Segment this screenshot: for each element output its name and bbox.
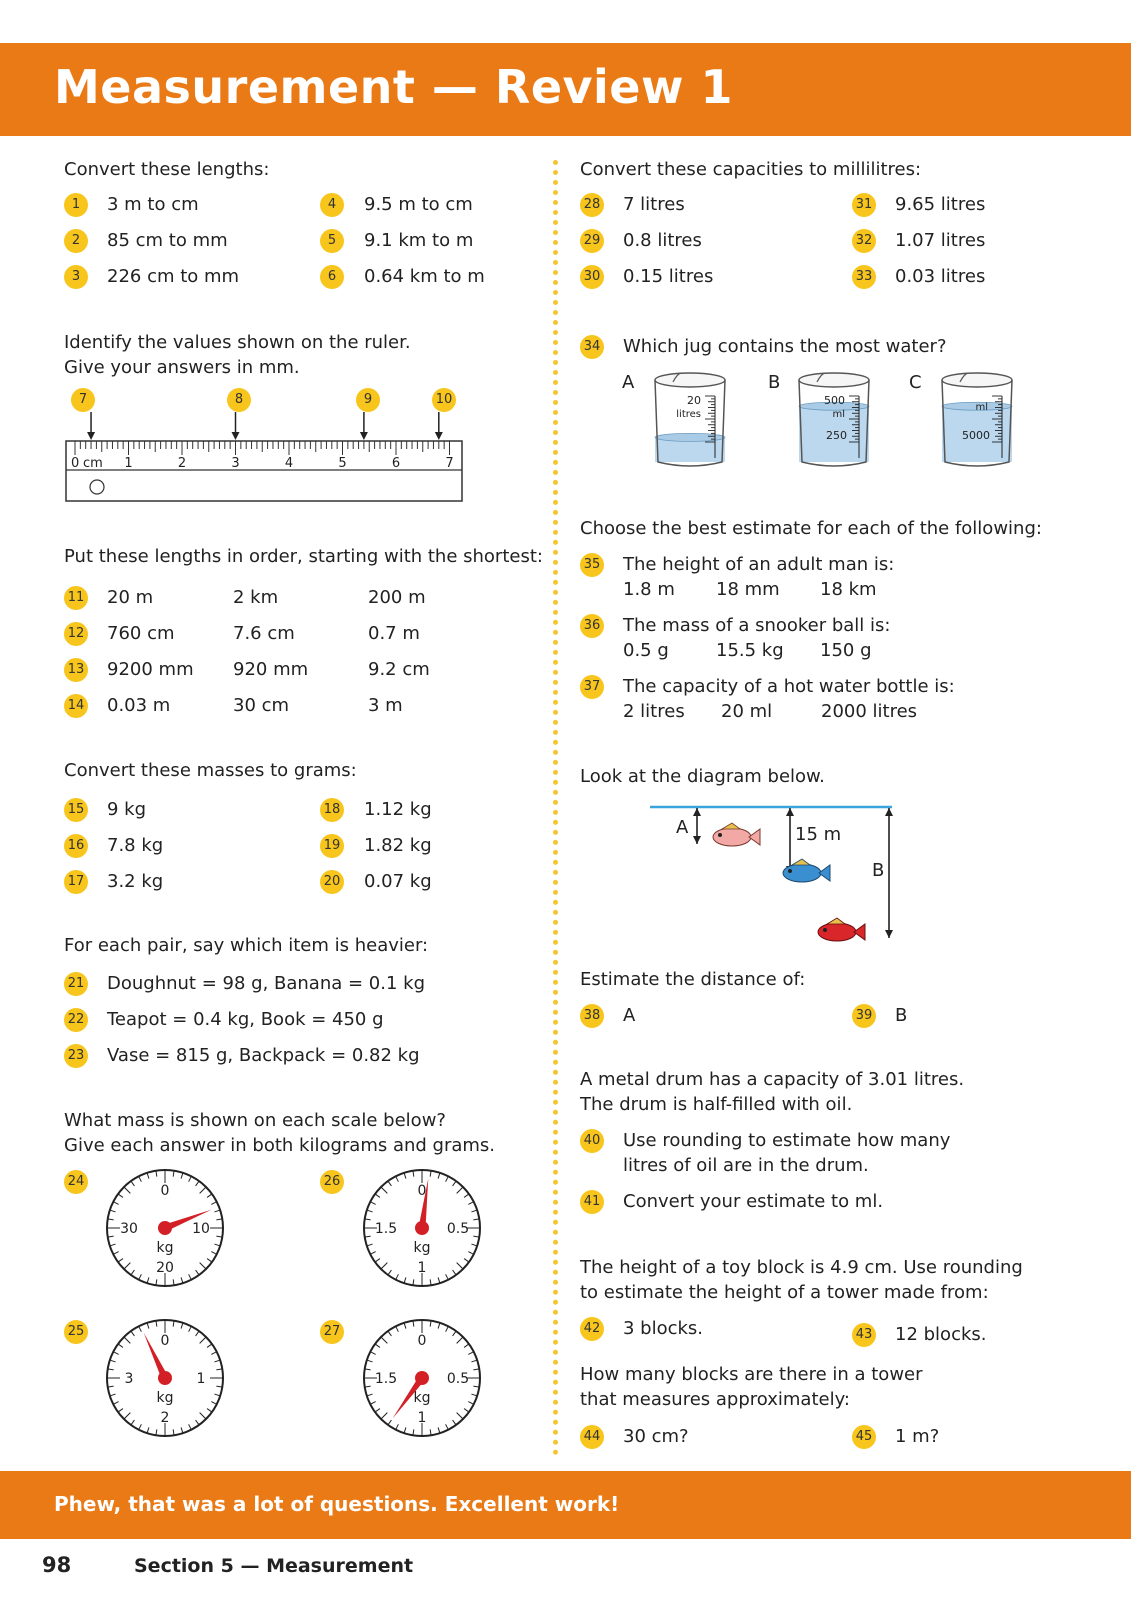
dial-unit: kg xyxy=(156,1390,174,1406)
dial-label-bottom: 1 xyxy=(417,1260,427,1276)
question-number: 15 xyxy=(64,798,88,822)
scale-dial-group xyxy=(107,1320,223,1436)
blocks-text: that measures approximately: xyxy=(580,1389,850,1410)
scale-dial xyxy=(362,1318,492,1448)
estimate-distance-instruction: Estimate the distance of: xyxy=(580,969,806,990)
dial-unit: kg xyxy=(413,1240,431,1256)
question-text: Doughnut = 98 g, Banana = 0.1 kg xyxy=(107,973,425,994)
estimate-question: The capacity of a hot water bottle is: xyxy=(623,676,955,697)
jug-rim xyxy=(799,373,869,387)
masses-instruction: Convert these masses to grams: xyxy=(64,760,357,781)
estimate-option: 18 mm xyxy=(716,579,780,600)
dial-label-top: 0 xyxy=(417,1333,427,1349)
ruler-label-0: 0 xyxy=(71,456,80,471)
dial-hub xyxy=(415,1221,429,1235)
question-number: 6 xyxy=(320,265,344,289)
capacities-instruction: Convert these capacities to millilitres: xyxy=(580,159,922,180)
ruler-marker-number: 7 xyxy=(71,388,95,412)
dial-label-top: 0 xyxy=(160,1333,170,1349)
ruler-marker-number: 9 xyxy=(356,388,380,412)
question-text: 30 cm? xyxy=(623,1426,689,1447)
jug-c xyxy=(934,368,1024,476)
jug-scale-top: 20 xyxy=(687,394,701,407)
question-text: Use rounding to estimate how many xyxy=(623,1130,951,1151)
question-text: A xyxy=(623,1005,636,1026)
question-number: 1 xyxy=(64,193,88,217)
estimate-option: 1.8 m xyxy=(623,579,675,600)
page-number: 98 xyxy=(42,1553,72,1577)
question-number: 29 xyxy=(580,229,604,253)
scale-dial-group xyxy=(364,1320,480,1436)
estimate-option: 0.5 g xyxy=(623,640,669,661)
question-number: 12 xyxy=(64,622,88,646)
estimate-question: The height of an adult man is: xyxy=(623,554,895,575)
question-text: Convert your estimate to ml. xyxy=(623,1191,884,1212)
jug-scale-mid: 250 xyxy=(826,429,847,442)
question-number: 35 xyxy=(580,553,604,577)
question-text: 9.1 km to m xyxy=(364,230,474,251)
dial-hub xyxy=(158,1371,172,1385)
dial-label-top: 0 xyxy=(417,1183,427,1199)
order-value: 0.7 m xyxy=(368,623,420,644)
question-number: 22 xyxy=(64,1008,88,1032)
ruler-diagram xyxy=(60,412,470,507)
label-15m: 15 m xyxy=(795,824,842,845)
question-number: 27 xyxy=(320,1320,344,1344)
arrow-b-head xyxy=(885,808,893,816)
question-text: 1.07 litres xyxy=(895,230,986,251)
question-text: 0.15 litres xyxy=(623,266,714,287)
arrow-b-head xyxy=(885,930,893,938)
question-number: 36 xyxy=(580,614,604,638)
drum-text: A metal drum has a capacity of 3.01 litres. xyxy=(580,1069,965,1090)
scale-dial xyxy=(105,1168,235,1298)
lengths-instruction: Convert these lengths: xyxy=(64,159,270,180)
order-value: 3 m xyxy=(368,695,403,716)
question-number: 38 xyxy=(580,1004,604,1028)
dial-label-right: 1 xyxy=(196,1371,206,1387)
question-number: 45 xyxy=(852,1425,876,1449)
question-text: 0.8 litres xyxy=(623,230,702,251)
scale-dial-group xyxy=(107,1170,223,1286)
order-value: 7.6 cm xyxy=(233,623,295,644)
ruler-label: 5 xyxy=(338,456,347,471)
question-number: 26 xyxy=(320,1170,344,1194)
dial-label-bottom: 20 xyxy=(156,1260,174,1276)
question-number: 37 xyxy=(580,675,604,699)
dial-label-left: 3 xyxy=(124,1371,134,1387)
ruler-unit: cm xyxy=(83,456,103,471)
label-b: B xyxy=(872,860,885,881)
blocks-text: to estimate the height of a tower made from: xyxy=(580,1282,989,1303)
estimate-option: 18 km xyxy=(820,579,877,600)
question-number: 4 xyxy=(320,193,344,217)
dial-hub xyxy=(158,1221,172,1235)
ruler-instruction: Identify the values shown on the ruler. xyxy=(64,332,411,353)
jugs-question: Which jug contains the most water? xyxy=(623,336,947,357)
dial-label-bottom: 1 xyxy=(417,1410,427,1426)
order-value: 760 cm xyxy=(107,623,175,644)
question-number: 43 xyxy=(852,1323,876,1347)
footer-message: Phew, that was a lot of questions. Excellent work! xyxy=(54,1492,620,1516)
dial-label-top: 0 xyxy=(160,1183,170,1199)
question-number: 18 xyxy=(320,798,344,822)
jug-label: A xyxy=(622,372,635,393)
diagram-instruction: Look at the diagram below. xyxy=(580,766,825,787)
scales-instruction: What mass is shown on each scale below? xyxy=(64,1110,446,1131)
question-text: 0.64 km to m xyxy=(364,266,485,287)
jug-rim xyxy=(942,373,1012,387)
section-name: Section 5 — Measurement xyxy=(134,1555,414,1577)
ruler-label: 2 xyxy=(177,456,187,471)
question-text: 12 blocks. xyxy=(895,1324,987,1345)
estimate-option: 2 litres xyxy=(623,701,685,722)
order-instruction: Put these lengths in order, starting with the shortest: xyxy=(64,546,543,567)
jug-group xyxy=(799,373,869,466)
column-divider xyxy=(553,160,558,1456)
heavier-instruction: For each pair, say which item is heavier: xyxy=(64,935,429,956)
ruler-arrow-head xyxy=(435,432,443,440)
order-value: 20 m xyxy=(107,587,154,608)
dial-label-left: 1.5 xyxy=(374,1371,398,1387)
question-text: Teapot = 0.4 kg, Book = 450 g xyxy=(107,1009,384,1030)
dial-unit: kg xyxy=(413,1390,431,1406)
question-text: 1 m? xyxy=(895,1426,940,1447)
question-number: 31 xyxy=(852,193,876,217)
ruler-marker-number: 8 xyxy=(227,388,251,412)
ruler-arrow-head xyxy=(87,432,95,440)
question-text: 9.65 litres xyxy=(895,194,986,215)
scale-dial xyxy=(105,1318,235,1448)
arrow-a-head xyxy=(693,808,701,816)
question-text: B xyxy=(895,1005,908,1026)
question-number: 41 xyxy=(580,1190,604,1214)
question-number: 42 xyxy=(580,1317,604,1341)
estimates-instruction: Choose the best estimate for each of the following: xyxy=(580,518,1042,539)
ruler-label: 1 xyxy=(124,456,133,471)
jug-scale-unit: litres xyxy=(676,409,701,420)
depth-diagram xyxy=(640,795,910,955)
jug-b xyxy=(791,368,881,476)
jug-scale-top: 500 xyxy=(824,394,845,407)
jug-scale-unit: ml xyxy=(975,402,988,413)
jug-group xyxy=(655,373,725,466)
question-number: 25 xyxy=(64,1320,88,1344)
ruler-body xyxy=(66,441,462,501)
jug-group xyxy=(942,373,1012,466)
dial-label-left: 30 xyxy=(120,1221,138,1237)
question-number: 30 xyxy=(580,265,604,289)
question-number: 33 xyxy=(852,265,876,289)
order-value: 200 m xyxy=(368,587,426,608)
ruler-label: 6 xyxy=(391,456,401,471)
question-text: 0.07 kg xyxy=(364,871,432,892)
question-number: 28 xyxy=(580,193,604,217)
order-value: 2 km xyxy=(233,587,279,608)
question-text: 3 m to cm xyxy=(107,194,199,215)
question-text: 0.03 litres xyxy=(895,266,986,287)
ruler-arrow-head xyxy=(232,432,240,440)
question-number: 21 xyxy=(64,972,88,996)
dial-hub xyxy=(415,1371,429,1385)
jug-label: C xyxy=(909,372,922,393)
question-text: 7.8 kg xyxy=(107,835,164,856)
question-text: 7 litres xyxy=(623,194,685,215)
ruler-marker-number: 10 xyxy=(432,388,456,412)
red-fish-icon xyxy=(818,918,865,941)
ruler-label: 3 xyxy=(231,456,240,471)
question-number: 19 xyxy=(320,834,344,858)
ruler-instruction: Give your answers in mm. xyxy=(64,357,300,378)
scale-dial-group xyxy=(364,1170,480,1286)
dial-label-right: 0.5 xyxy=(446,1371,470,1387)
question-text: 226 cm to mm xyxy=(107,266,240,287)
question-number: 17 xyxy=(64,870,88,894)
dial-unit: kg xyxy=(156,1240,174,1256)
ruler-hole xyxy=(90,480,104,494)
ruler-arrow-head xyxy=(360,432,368,440)
question-number: 20 xyxy=(320,870,344,894)
question-number: 2 xyxy=(64,229,88,253)
estimate-question: The mass of a snooker ball is: xyxy=(623,615,891,636)
dial-label-right: 0.5 xyxy=(446,1221,470,1237)
question-text: 9.5 m to cm xyxy=(364,194,473,215)
estimate-option: 2000 litres xyxy=(821,701,918,722)
estimate-option: 20 ml xyxy=(721,701,773,722)
jug-scale-unit: ml xyxy=(832,409,845,420)
question-text: 1.12 kg xyxy=(364,799,432,820)
order-value: 9.2 cm xyxy=(368,659,430,680)
scales-instruction: Give each answer in both kilograms and grams. xyxy=(64,1135,496,1156)
arrow-a-head xyxy=(693,836,701,844)
question-number: 3 xyxy=(64,265,88,289)
ruler-arrows xyxy=(87,412,443,440)
estimate-option: 15.5 kg xyxy=(716,640,784,661)
order-value: 920 mm xyxy=(233,659,309,680)
order-value: 9200 mm xyxy=(107,659,194,680)
question-number: 16 xyxy=(64,834,88,858)
arrow-15m-head xyxy=(786,808,794,816)
question-text: 85 cm to mm xyxy=(107,230,228,251)
question-text: 9 kg xyxy=(107,799,147,820)
dial-label-right: 10 xyxy=(192,1221,210,1237)
scale-dial xyxy=(362,1168,492,1298)
question-number: 32 xyxy=(852,229,876,253)
question-number: 40 xyxy=(580,1129,604,1153)
pink-fish-icon xyxy=(713,823,760,846)
question-number: 5 xyxy=(320,229,344,253)
jug-scale-mid: 5000 xyxy=(962,429,990,442)
jug-label: B xyxy=(768,372,781,393)
question-number: 34 xyxy=(580,335,604,359)
ruler-label: 4 xyxy=(284,456,294,471)
order-value: 30 cm xyxy=(233,695,290,716)
jug-a xyxy=(647,368,737,476)
dial-label-left: 1.5 xyxy=(374,1221,398,1237)
blocks-text: The height of a toy block is 4.9 cm. Use rounding xyxy=(580,1257,1023,1278)
question-number: 24 xyxy=(64,1170,88,1194)
blocks-text: How many blocks are there in a tower xyxy=(580,1364,923,1385)
question-text: 3 blocks. xyxy=(623,1318,704,1339)
dial-label-bottom: 2 xyxy=(160,1410,170,1426)
question-number: 23 xyxy=(64,1044,88,1068)
question-text: 1.82 kg xyxy=(364,835,432,856)
drum-text: The drum is half-filled with oil. xyxy=(580,1094,853,1115)
page-title: Measurement — Review 1 xyxy=(54,60,734,114)
ruler-label: 7 xyxy=(445,456,454,471)
jug-rim xyxy=(655,373,725,387)
question-number: 11 xyxy=(64,586,88,610)
order-value: 0.03 m xyxy=(107,695,171,716)
question-number: 13 xyxy=(64,658,88,682)
question-number: 44 xyxy=(580,1425,604,1449)
label-a: A xyxy=(676,817,689,838)
question-number: 14 xyxy=(64,694,88,718)
question-text: Vase = 815 g, Backpack = 0.82 kg xyxy=(107,1045,420,1066)
question-text: 3.2 kg xyxy=(107,871,164,892)
question-number: 39 xyxy=(852,1004,876,1028)
question-text: litres of oil are in the drum. xyxy=(623,1155,869,1176)
estimate-option: 150 g xyxy=(820,640,872,661)
